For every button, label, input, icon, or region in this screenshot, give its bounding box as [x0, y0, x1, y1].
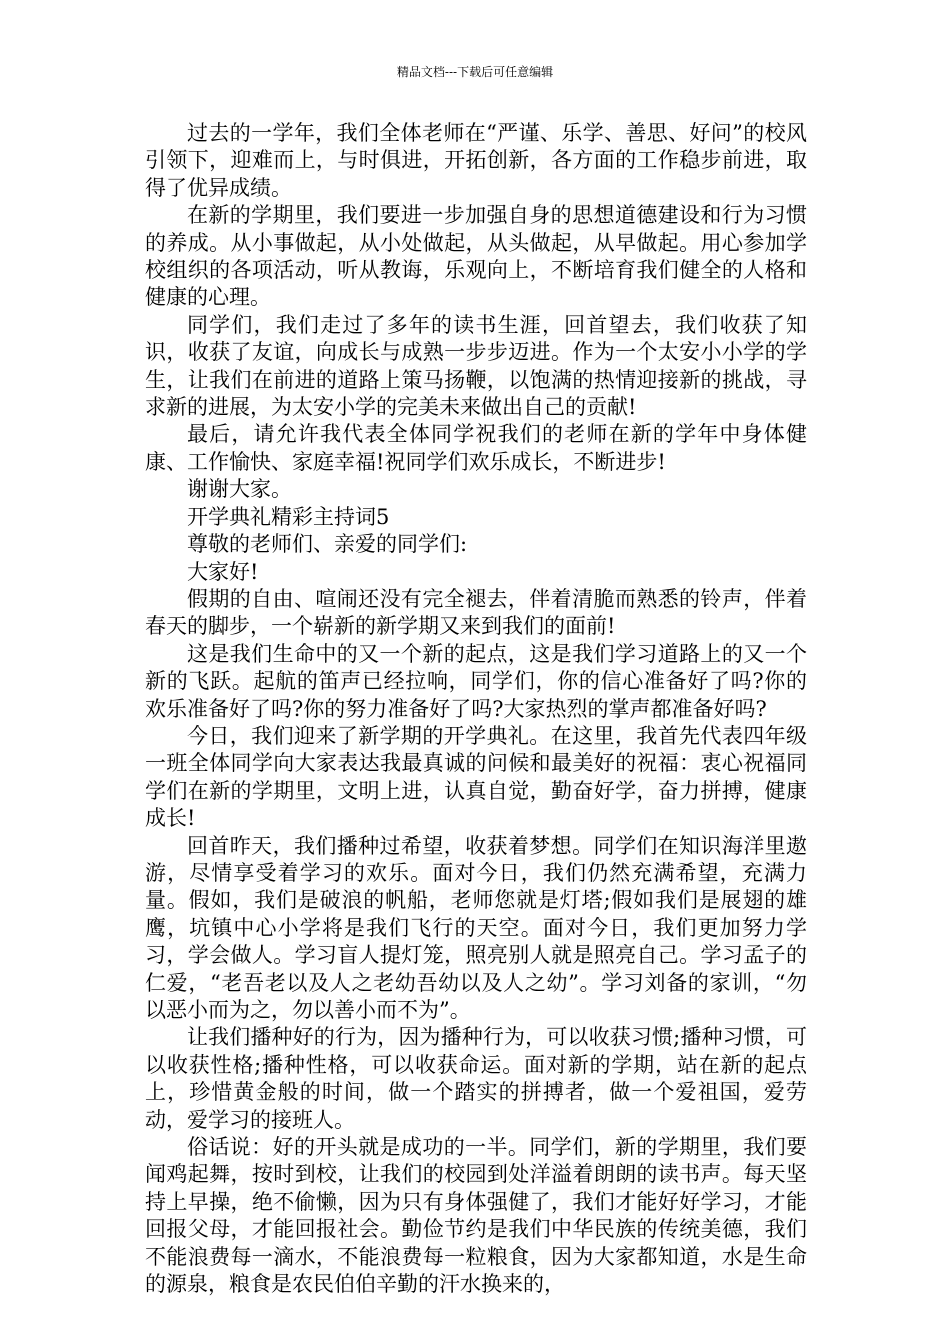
paragraph: 让我们播种好的行为，因为播种行为，可以收获习惯;播种习惯，可以收获性格;播种性格，可以收获命运。面对新的学期，站在新的起点上，珍惜黄金般的时间，做一个踏实的拼搏者，做一个爱祖国，爱劳动，爱学习的接班人。	[145, 1025, 807, 1132]
paragraph: 假期的自由、喧闹还没有完全褪去，伴着清脆而熟悉的铃声，伴着春天的脚步，一个崭新的新学期又来到我们的面前!	[145, 586, 807, 639]
paragraph: 回首昨天，我们播种过希望，收获着梦想。同学们在知识海洋里遨游，尽情享受着学习的欢乐。面对今日，我们仍然充满希望，充满力量。假如，我们是破浪的帆船，老师您就是灯塔;假如我们是展翅的雄鹰，坑镇中心小学将是我们飞行的天空。面对今日，我们更加努力学习，学会做人。学习盲人提灯笼，照亮别人就是照亮自己。学习孟子的仁爱，“老吾老以及人之老幼吾幼以及人之幼”。学习刘备的家训，“勿以恶小而为之，勿以善小而不为”。	[145, 833, 807, 1022]
section-title: 开学典礼精彩主持词5	[187, 504, 390, 529]
paragraph: 在新的学期里，我们要进一步加强自身的思想道德建设和行为习惯的养成。从小事做起，从小处做起，从头做起，从早做起。用心参加学校组织的各项活动，听从教诲，乐观向上，不断培育我们健全的人格和健康的心理。	[145, 203, 807, 310]
paragraph: 这是我们生命中的又一个新的起点，这是我们学习道路上的又一个新的飞跃。起航的笛声已经拉响，同学们，你的信心准备好了吗?你的欢乐准备好了吗?你的努力准备好了吗?大家热烈的掌声都准备好吗?	[145, 641, 807, 721]
greeting: 大家好!	[187, 559, 259, 584]
paragraph: 过去的一学年，我们全体老师在“严谨、乐学、善思、好问”的校风引领下，迎难而上，与时俱进，开拓创新，各方面的工作稳步前进，取得了优异成绩。	[145, 121, 807, 200]
paragraph: 谢谢大家。	[187, 477, 292, 502]
page-header: 精品文档---下载后可任意编辑	[396, 65, 554, 79]
paragraph: 同学们，我们走过了多年的读书生涯，回首望去，我们收获了知识，收获了友谊，向成长与成熟一步步迈进。作为一个太安小小学的学生，让我们在前进的道路上策马扬鞭，以饱满的热情迎接新的挑战，寻求新的进展，为太安小学的完美未来做出自己的贡献!	[145, 312, 807, 420]
salutation: 尊敬的老师们、亲爱的同学们:	[187, 532, 468, 557]
paragraph: 今日，我们迎来了新学期的开学典礼。在这里，我首先代表四年级一班全体同学向大家表达我最真诚的问候和最美好的祝福：衷心祝福同学们在新的学期里，文明上进，认真自觉，勤奋好学，奋力拼搏，健康成长!	[145, 723, 807, 831]
document-body	[145, 120, 807, 1298]
paragraph: 俗话说：好的开头就是成功的一半。同学们，新的学期里，我们要闻鸡起舞，按时到校，让我们的校园到处洋溢着朗朗的读书声。每天坚持上早操，绝不偷懒，因为只有身体强健了，我们才能好好学习，才能回报父母，才能回报社会。勤俭节约是我们中华民族的传统美德，我们不能浪费每一滴水，不能浪费每一粒粮食，因为大家都知道，水是生命的源泉，粮食是农民伯伯辛勤的汗水换来的，	[145, 1135, 807, 1297]
paragraph: 最后，请允许我代表全体同学祝我们的老师在新的学年中身体健康、工作愉快、家庭幸福!祝同学们欢乐成长，不断进步!	[145, 422, 807, 474]
